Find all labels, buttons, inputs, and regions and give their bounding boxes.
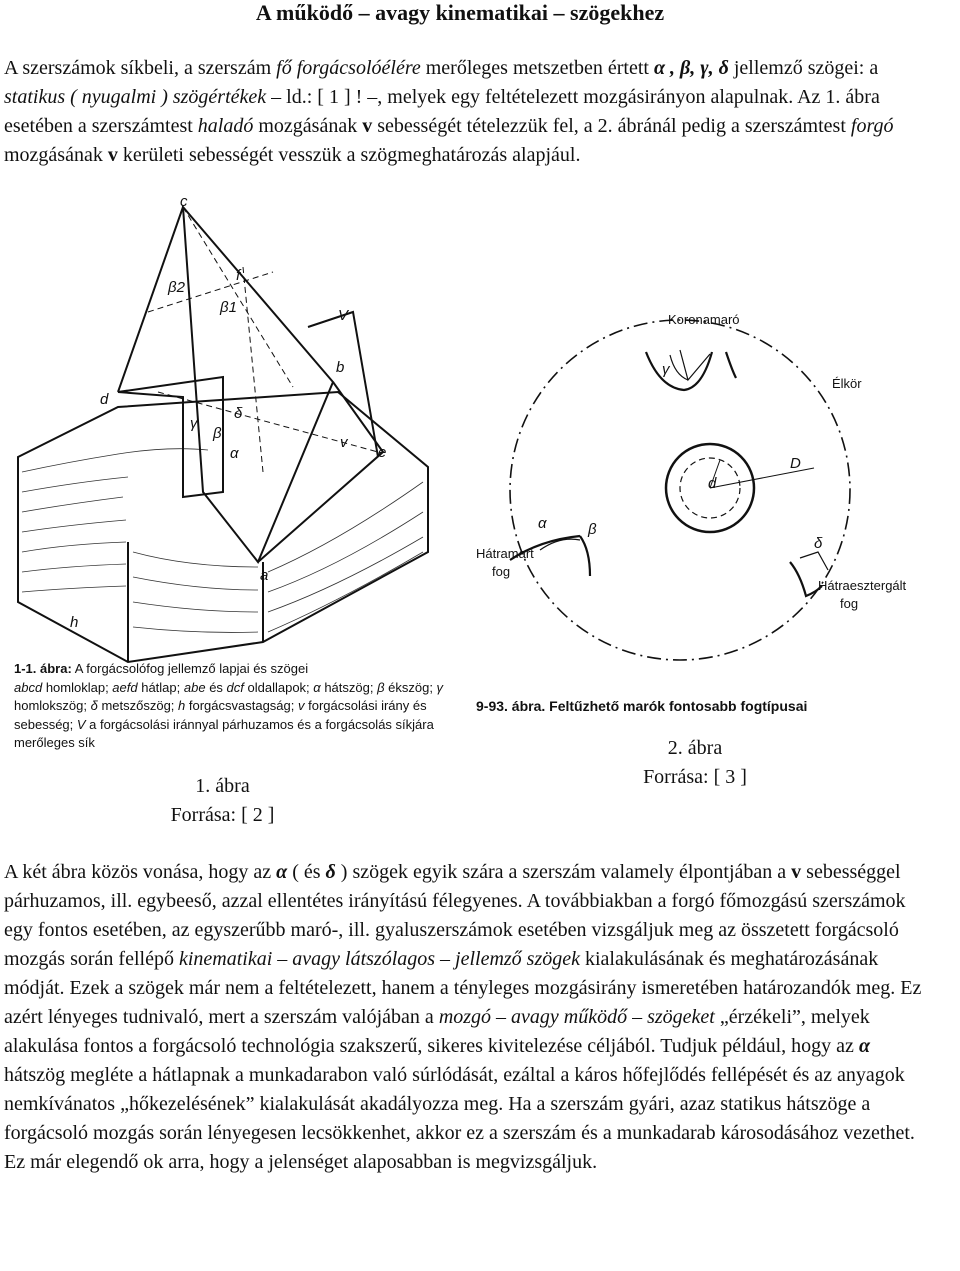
legend-key: h	[178, 698, 186, 713]
legend-key: dcf	[226, 679, 244, 695]
angle-arcs	[540, 350, 828, 570]
legend-text: forgácsolási irány és sebesség;	[14, 698, 427, 732]
label-fog2: fog	[840, 596, 859, 611]
text-run: kialakulásának és meghatározásának módját. Ezek a szögek már nem a feltételezett, hanem a tényleges mozgásirány ismeretében határozandók meg. Ez azért lényeges tudnivaló, mert a szerszám valójában a	[4, 948, 922, 1028]
label-beta: β	[213, 425, 222, 442]
legend-text: homloklap;	[42, 679, 113, 695]
label-h: h	[70, 614, 79, 631]
text-run: ) szögek egyik szára a szerszám valamely élpontjában a	[335, 861, 792, 883]
cutter-circles	[510, 320, 850, 660]
italic-run: statikus ( nyugalmi ) szögértékek	[4, 86, 267, 108]
label-d: d	[708, 475, 717, 492]
label-delta: δ	[814, 535, 823, 552]
figure1-legend	[14, 680, 443, 751]
angle-symbol: α	[858, 1035, 871, 1057]
figure2-name-block	[620, 734, 770, 792]
label-hatraesztergalt: Hátraesztergált	[818, 578, 907, 593]
label-gamma: γ	[662, 361, 670, 378]
text-run: – ld.: [ 1 ] ! –, melyek egy feltételezett mozgásirányon alapulnak. Az 1. ábra esetében a szerszámtest	[4, 86, 880, 137]
label-c: c	[180, 193, 188, 210]
legend-text: ékszög;	[384, 679, 437, 695]
figure2-labels	[476, 312, 907, 611]
legend-key: aefd	[112, 679, 138, 695]
velocity-symbol: v	[791, 861, 802, 883]
label-d: d	[100, 391, 109, 408]
label-v: v	[340, 434, 348, 451]
text-run: mozgásának	[253, 115, 363, 137]
legend-key: abe	[183, 679, 206, 695]
label-beta2: β2	[168, 279, 185, 296]
figure1-caption	[14, 660, 444, 753]
label-alpha: α	[538, 515, 547, 532]
label-beta1: β1	[220, 299, 237, 316]
legend-text: homlokszög;	[14, 698, 91, 713]
italic-run: forgó	[850, 115, 894, 137]
tool-wedge	[118, 207, 383, 562]
tooth-profiles	[510, 352, 822, 596]
velocity-symbol: v	[362, 115, 373, 137]
legend-key: δ	[90, 698, 98, 713]
legend-key: V	[76, 716, 86, 732]
legend-key: v	[298, 698, 305, 713]
italic-run: kinematikai – avagy látszólagos – jellemző szögek	[178, 948, 580, 970]
legend-text: metszőszög;	[97, 698, 179, 713]
text-run: kerületi sebességét vesszük a szögmeghatározás alapjául.	[117, 144, 581, 166]
figure1-caption-label: 1-1. ábra:	[14, 661, 72, 676]
italic-run: fő forgácsolóélére	[276, 57, 421, 79]
velocity-symbol: v	[107, 144, 118, 166]
text-run: ( és	[287, 861, 326, 883]
legend-text: forgácsvastagság;	[185, 698, 298, 713]
label-fog1: fog	[492, 564, 511, 579]
legend-text: hátszög;	[320, 679, 378, 695]
label-alpha: α	[230, 445, 239, 462]
body-paragraph	[4, 858, 924, 1177]
italic-run: mozgó – avagy működő – szögeket	[438, 1006, 715, 1028]
angle-symbols: α , β, γ, δ	[653, 57, 729, 79]
figure1-caption-text: A forgácsolófog jellemző lapjai és szögei	[71, 661, 309, 676]
text-run: hátszög megléte a hátlapnak a munkadarabon való súrlódását, ezáltal a káros hőfejlődés fellépését és az anyagok nemkívánatos „hőkezelésének” kialakulását akadályozza meg. Ha a szerszám gyári, azaz statikus hátszöge a forgácsoló mozgás során lényegesen lecsökkenhet, akkor ez a szerszám és a munkadarab károsodásához vezethet. Ez már elegendő ok arra, hogy a jelenséget alaposabban is megvizsgáljuk.	[4, 1064, 915, 1173]
angle-symbol: α	[276, 861, 288, 883]
text-run: A szerszámok síkbeli, a szerszám	[4, 57, 277, 79]
label-gamma: γ	[190, 415, 198, 432]
label-V: V	[338, 307, 349, 324]
label-koronamaro: Koronamaró	[668, 312, 740, 327]
legend-key: γ	[436, 679, 444, 695]
figure2-name: 2. ábra	[667, 737, 723, 759]
figure2-source: Forrása: [ 3 ]	[643, 766, 747, 788]
label-delta: δ	[234, 405, 243, 422]
label-a: a	[260, 567, 269, 584]
legend-text: a forgácsolási iránnyal párhuzamos és a forgácsolás síkjára merőleges sík	[14, 716, 434, 750]
italic-run: haladó	[197, 115, 254, 137]
page-title: A működő – avagy kinematikai – szögekhez	[255, 0, 665, 25]
legend-text: hátlap;	[137, 679, 184, 695]
legend-key: abcd	[14, 679, 43, 695]
label-D: D	[790, 455, 801, 472]
text-run: mozgásának	[4, 144, 108, 166]
legend-text: és	[205, 679, 227, 695]
text-run: A két ábra közös vonása, hogy az	[4, 861, 277, 883]
text-run: merőleges metszetben értett	[420, 57, 654, 79]
legend-key: α	[313, 679, 321, 695]
intro-paragraph	[4, 54, 924, 170]
label-hatramart: Hátramart	[476, 546, 534, 561]
angle-symbol: δ	[325, 861, 336, 883]
figure1-source: Forrása: [ 2 ]	[170, 804, 275, 826]
label-elkor: Élkör	[832, 376, 862, 391]
legend-key: β	[377, 679, 385, 695]
label-b: b	[336, 359, 345, 376]
figure2-caption: 9-93. ábra. Feltűzhető marók fontosabb fogtípusai	[476, 698, 808, 714]
text-run: jellemző szögei: a	[728, 57, 879, 79]
figure1-name-block	[150, 772, 295, 830]
figure1-name: 1. ábra	[195, 775, 250, 797]
text-run: sebességét tételezzük fel, a 2. ábránál pedig a szerszámtest	[372, 115, 851, 137]
figure2-milling-cutter-drawing	[470, 300, 907, 720]
label-e: e	[378, 444, 387, 461]
text-run: sebességgel párhuzamos, ill. egybeeső, azzal ellentétes irányítású félegyenes. A továbbiakban a forgó főmozgású szerszámok egy fontos esetében, az egyszerűbb maró-, ill. gyaluszerszámok esetében vizsgáljuk meg az összetett forgácsoló mozgás során fellépő	[4, 861, 906, 970]
label-beta: β	[588, 521, 597, 538]
label-f: f	[236, 267, 241, 284]
legend-text: oldallapok;	[243, 679, 314, 695]
text-run: „érzékeli”, melyek alakulása fontos a forgácsoló technológia szakszerű, sikeres kivitelezése céljából. Tudjuk például, hogy az	[4, 1006, 870, 1057]
